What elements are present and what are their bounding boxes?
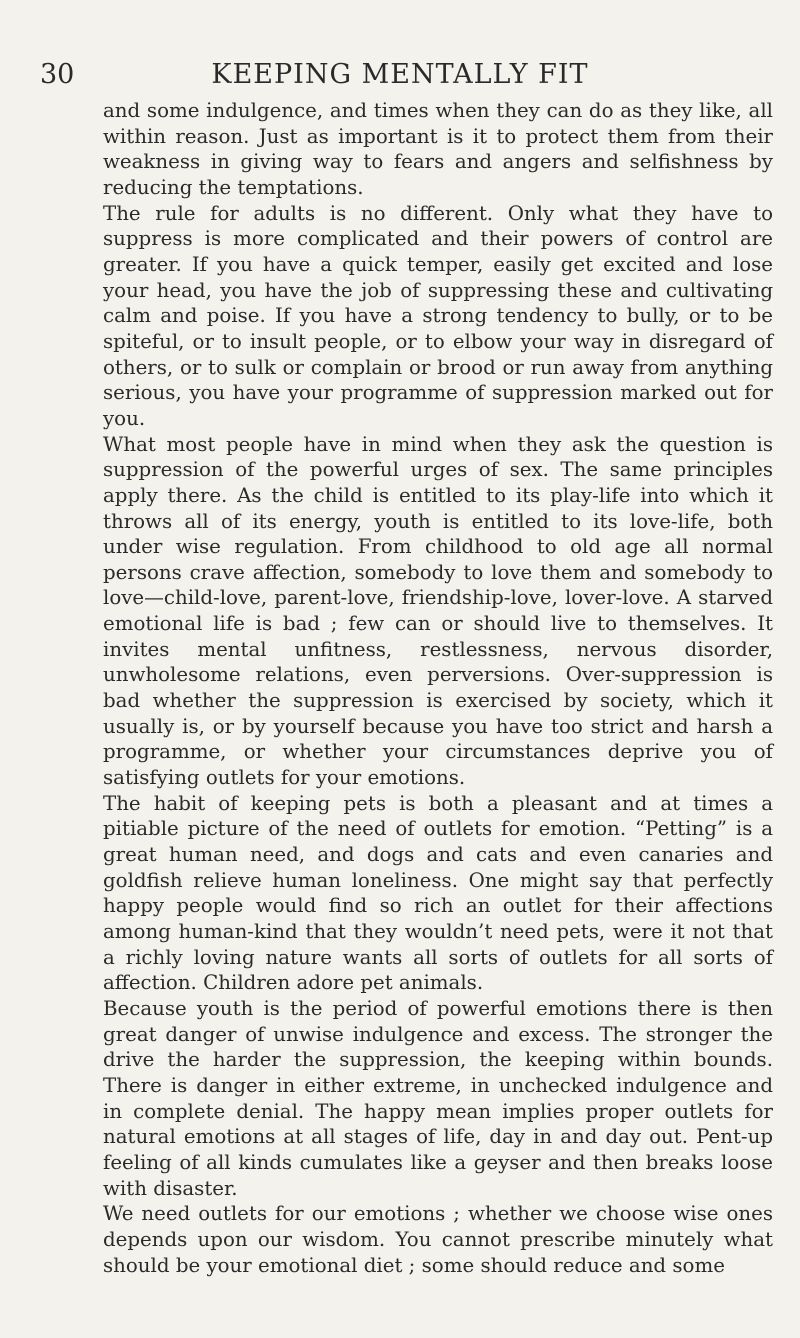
- running-head: KEEPING MENTALLY FIT: [211, 59, 589, 90]
- paragraph-5: Because youth is the period of powerful emotions there is then great danger of unwise indulgence and excess. The stronger the drive the harder the suppression, the keeping within bounds. There is danger in either extreme, in unchecked indulgence and in complete denial. The happy mean implies proper outlets for natural emotions at all stages of life, day in and day out. Pent-up feeling of all kinds cumulates like a geyser and then breaks loose with disaster.: [103, 996, 773, 1200]
- paragraph-3: What most people have in mind when they ask the question is suppression of the powerful urges of sex. The same principles apply there. As the child is entitled to its play-life into which it throws all of its energy, youth is entitled to its love-life, both under wise regulation. From childhood to old age all normal persons crave affection, somebody to love them and somebody to love—child-love, parent-love, friendship-love, lover-love. A starved emotional life is bad ; few can or should live to themselves. It invites mental unfitness, restlessness, nervous disorder, unwholesome relations, even perversions. Over-suppression is bad whether the suppression is exercised by society, which it usually is, or by yourself because you have too strict and harsh a programme, or whether your circumstances deprive you of satisfying outlets for your emotions.: [103, 432, 773, 790]
- body-text: [103, 98, 773, 1278]
- page-number: 30: [40, 59, 75, 90]
- paragraph-1: and some indulgence, and times when they can do as they like, all within reason. Just as important is it to protect them from their weakness in giving way to fears and angers and selfishness by reducing the temptations.: [103, 99, 773, 199]
- paragraph-4: The habit of keeping pets is both a pleasant and at times a pitiable picture of the need of outlets for emotion. “Petting” is a great human need, and dogs and cats and even canaries and goldfish relieve human loneliness. One might say that perfectly happy people would find so rich an outlet for their affections among human-kind that they wouldn’t need pets, were it not that a richly loving nature wants all sorts of outlets for all sorts of affection. Children adore pet animals.: [103, 791, 773, 995]
- paragraph-6: We need outlets for our emotions ; whether we choose wise ones depends upon our wisdom. You cannot prescribe minutely what should be your emotional diet ; some should reduce and some: [103, 1202, 773, 1277]
- paragraph-2: The rule for adults is no different. Only what they have to suppress is more complicated and their powers of control are greater. If you have a quick temper, easily get excited and lose your head, you have the job of suppressing these and cultivating calm and poise. If you have a strong tendency to bully, or to be spiteful, or to insult people, or to elbow your way in disregard of others, or to sulk or complain or brood or run away from anything serious, you have your programme of suppression marked out for you.: [103, 201, 773, 430]
